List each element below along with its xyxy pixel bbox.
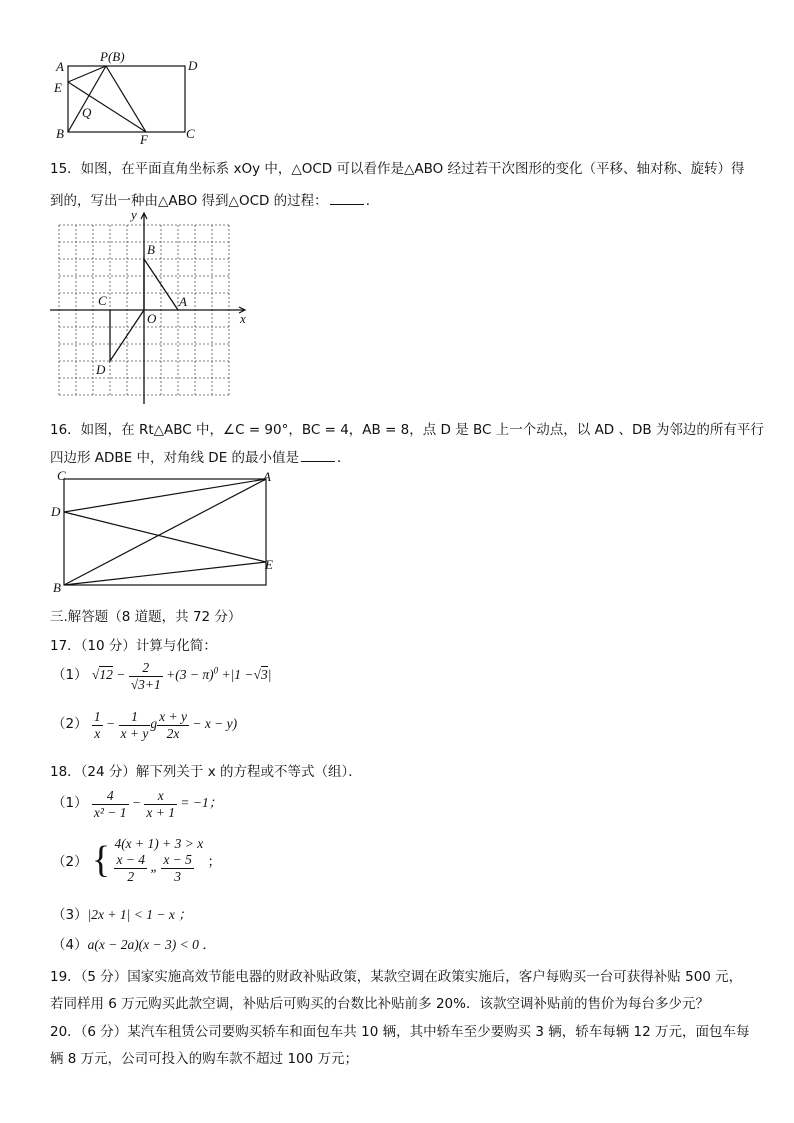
fraction xyxy=(92,709,103,741)
label-A: A xyxy=(263,469,271,484)
denominator: 3 xyxy=(174,868,181,884)
label-A: A xyxy=(179,294,187,309)
operator: g xyxy=(150,716,158,732)
numerator: 1 xyxy=(119,709,151,726)
part-number: （1） xyxy=(52,667,88,684)
system-row1: 4(x + 1) + 3 > x xyxy=(114,836,204,851)
label-C: C xyxy=(57,468,66,483)
fraction xyxy=(144,788,177,820)
q20-line1: 20．（6 分）某汽车租赁公司要购买轿车和面包车共 10 辆，其中轿车至少要购买 3 辆，轿车每辆 12 万元，面包车每 xyxy=(50,1024,750,1040)
expression: a(x − 2a)(x − 3) < 0 ． xyxy=(87,937,216,952)
part-number: （2） xyxy=(52,854,88,871)
fraction xyxy=(161,852,194,884)
q15-line2-text: 到的，写出一种由△ABO 得到△OCD 的过程： xyxy=(50,193,328,209)
denominator: x + 1 xyxy=(146,804,176,820)
numerator: x xyxy=(144,788,177,805)
answer-blank xyxy=(301,460,335,462)
q15-line2 xyxy=(50,189,379,209)
numerator: x + y xyxy=(159,709,187,724)
coordinate-grid-figure xyxy=(48,208,252,408)
q18-part4 xyxy=(52,933,216,953)
q18-part1 xyxy=(52,788,222,820)
term: ； xyxy=(207,854,222,871)
part-number: （3） xyxy=(52,907,88,923)
q16-tail: ． xyxy=(337,450,351,466)
inequality-system xyxy=(114,836,203,884)
q19-line1: 19．（5 分）国家实施高效节能电器的财政补贴政策，某款空调在政策实施后，客户每购买一台可获得补贴 500 元， xyxy=(50,969,743,985)
system-row2 xyxy=(114,852,203,884)
part-number: （2） xyxy=(52,716,88,733)
answer-blank xyxy=(330,203,364,205)
denominator: √3+1 xyxy=(130,676,161,692)
label-PB: P(B) xyxy=(100,49,125,64)
operator: − xyxy=(106,716,116,732)
q18-title: 18．（24 分）解下列关于 x 的方程或不等式（组）． xyxy=(50,764,362,780)
q20-line2: 辆 8 万元，公司可投入的购车款不超过 100 万元； xyxy=(50,1051,359,1067)
fraction xyxy=(157,709,189,741)
q16-line1: 16．如图，在 Rt△ABC 中，∠C = 90°，BC = 4，AB = 8，点 D 是 BC 上一个动点，以 AD 、DB 为邻边的所有平行 xyxy=(50,422,764,438)
term: = −1； xyxy=(180,795,223,811)
label-A: A xyxy=(56,59,64,74)
numerator: 2 xyxy=(129,660,163,677)
label-E: E xyxy=(54,80,62,95)
figure-folded-rectangle xyxy=(48,44,208,150)
expression xyxy=(92,788,223,820)
q18-part2 xyxy=(52,836,221,884)
term: | xyxy=(267,667,272,683)
label-O: O xyxy=(147,311,157,326)
fraction xyxy=(129,660,163,692)
expression: √12 − $\frac{2}{√3+1}$ $+(3 - \pi)^0 +|1 -√3|$ xyxy=(91,660,272,692)
label-B: B xyxy=(147,242,155,257)
fraction xyxy=(119,709,151,741)
radicand: 3 xyxy=(138,676,145,692)
relation: „ xyxy=(150,859,158,875)
q16-line2 xyxy=(50,446,351,466)
label-D: D xyxy=(188,58,198,73)
numerator: 1 xyxy=(93,709,101,724)
q18-part3 xyxy=(52,903,192,923)
brace-symbol: { xyxy=(91,839,111,882)
radicand: 12 xyxy=(99,667,113,683)
q16-line2-text: 四边形 ADBE 中，对角线 DE 的最小值是 xyxy=(50,450,300,466)
denominator: x + y xyxy=(120,725,149,741)
label-y: y xyxy=(131,208,137,222)
q15-tail: ． xyxy=(365,193,380,209)
denominator: x xyxy=(94,725,101,741)
label-Q: Q xyxy=(82,105,92,120)
radicand: 3 xyxy=(260,667,268,683)
part-number: （1） xyxy=(52,795,88,812)
term: +(3 − π) xyxy=(166,667,214,683)
label-B: B xyxy=(53,580,61,595)
label-E: E xyxy=(265,557,273,572)
q17-part2 xyxy=(52,709,237,741)
q17-part1 xyxy=(52,660,271,692)
exponent: 0 xyxy=(213,665,219,676)
q17-title: 17．（10 分）计算与化简： xyxy=(50,638,217,654)
label-D: D xyxy=(96,362,106,377)
operator: − xyxy=(116,667,126,683)
numerator: x − 4 xyxy=(116,852,146,867)
label-D: D xyxy=(51,504,61,519)
expression: |2x + 1| < 1 − x ； xyxy=(87,907,192,922)
label-C: C xyxy=(98,293,107,308)
numerator: 4 xyxy=(92,788,129,805)
denominator: 2x xyxy=(166,725,180,741)
denominator: x² − 1 xyxy=(93,804,127,820)
numerator: x − 5 xyxy=(163,852,192,867)
expression xyxy=(92,709,238,741)
section-heading: 三.解答题（8 道题，共 72 分） xyxy=(50,609,242,625)
label-C: C xyxy=(186,126,195,141)
part-number: （4） xyxy=(52,937,88,953)
term: +|1 − xyxy=(221,667,254,683)
denominator: 2 xyxy=(127,868,135,884)
fraction xyxy=(92,788,129,820)
denominator-rest: +1 xyxy=(144,676,161,692)
label-B: B xyxy=(56,126,64,141)
q19-line2: 若同样用 6 万元购买此款空调，补贴后可购买的台数比补贴前多 20%．该款空调补贴前的售价为每台多少元？ xyxy=(50,996,709,1012)
label-F: F xyxy=(140,132,148,147)
parallelogram-figure xyxy=(48,466,288,596)
operator: − xyxy=(131,795,142,811)
fraction xyxy=(114,852,147,884)
q15-line1: 15．如图，在平面直角坐标系 xOy 中，△OCD 可以看作是△ABO 经过若干次图形的变化（平移、轴对称、旋转）得 xyxy=(50,161,745,177)
label-x: x xyxy=(240,311,246,326)
term: − x − y) xyxy=(192,716,238,732)
